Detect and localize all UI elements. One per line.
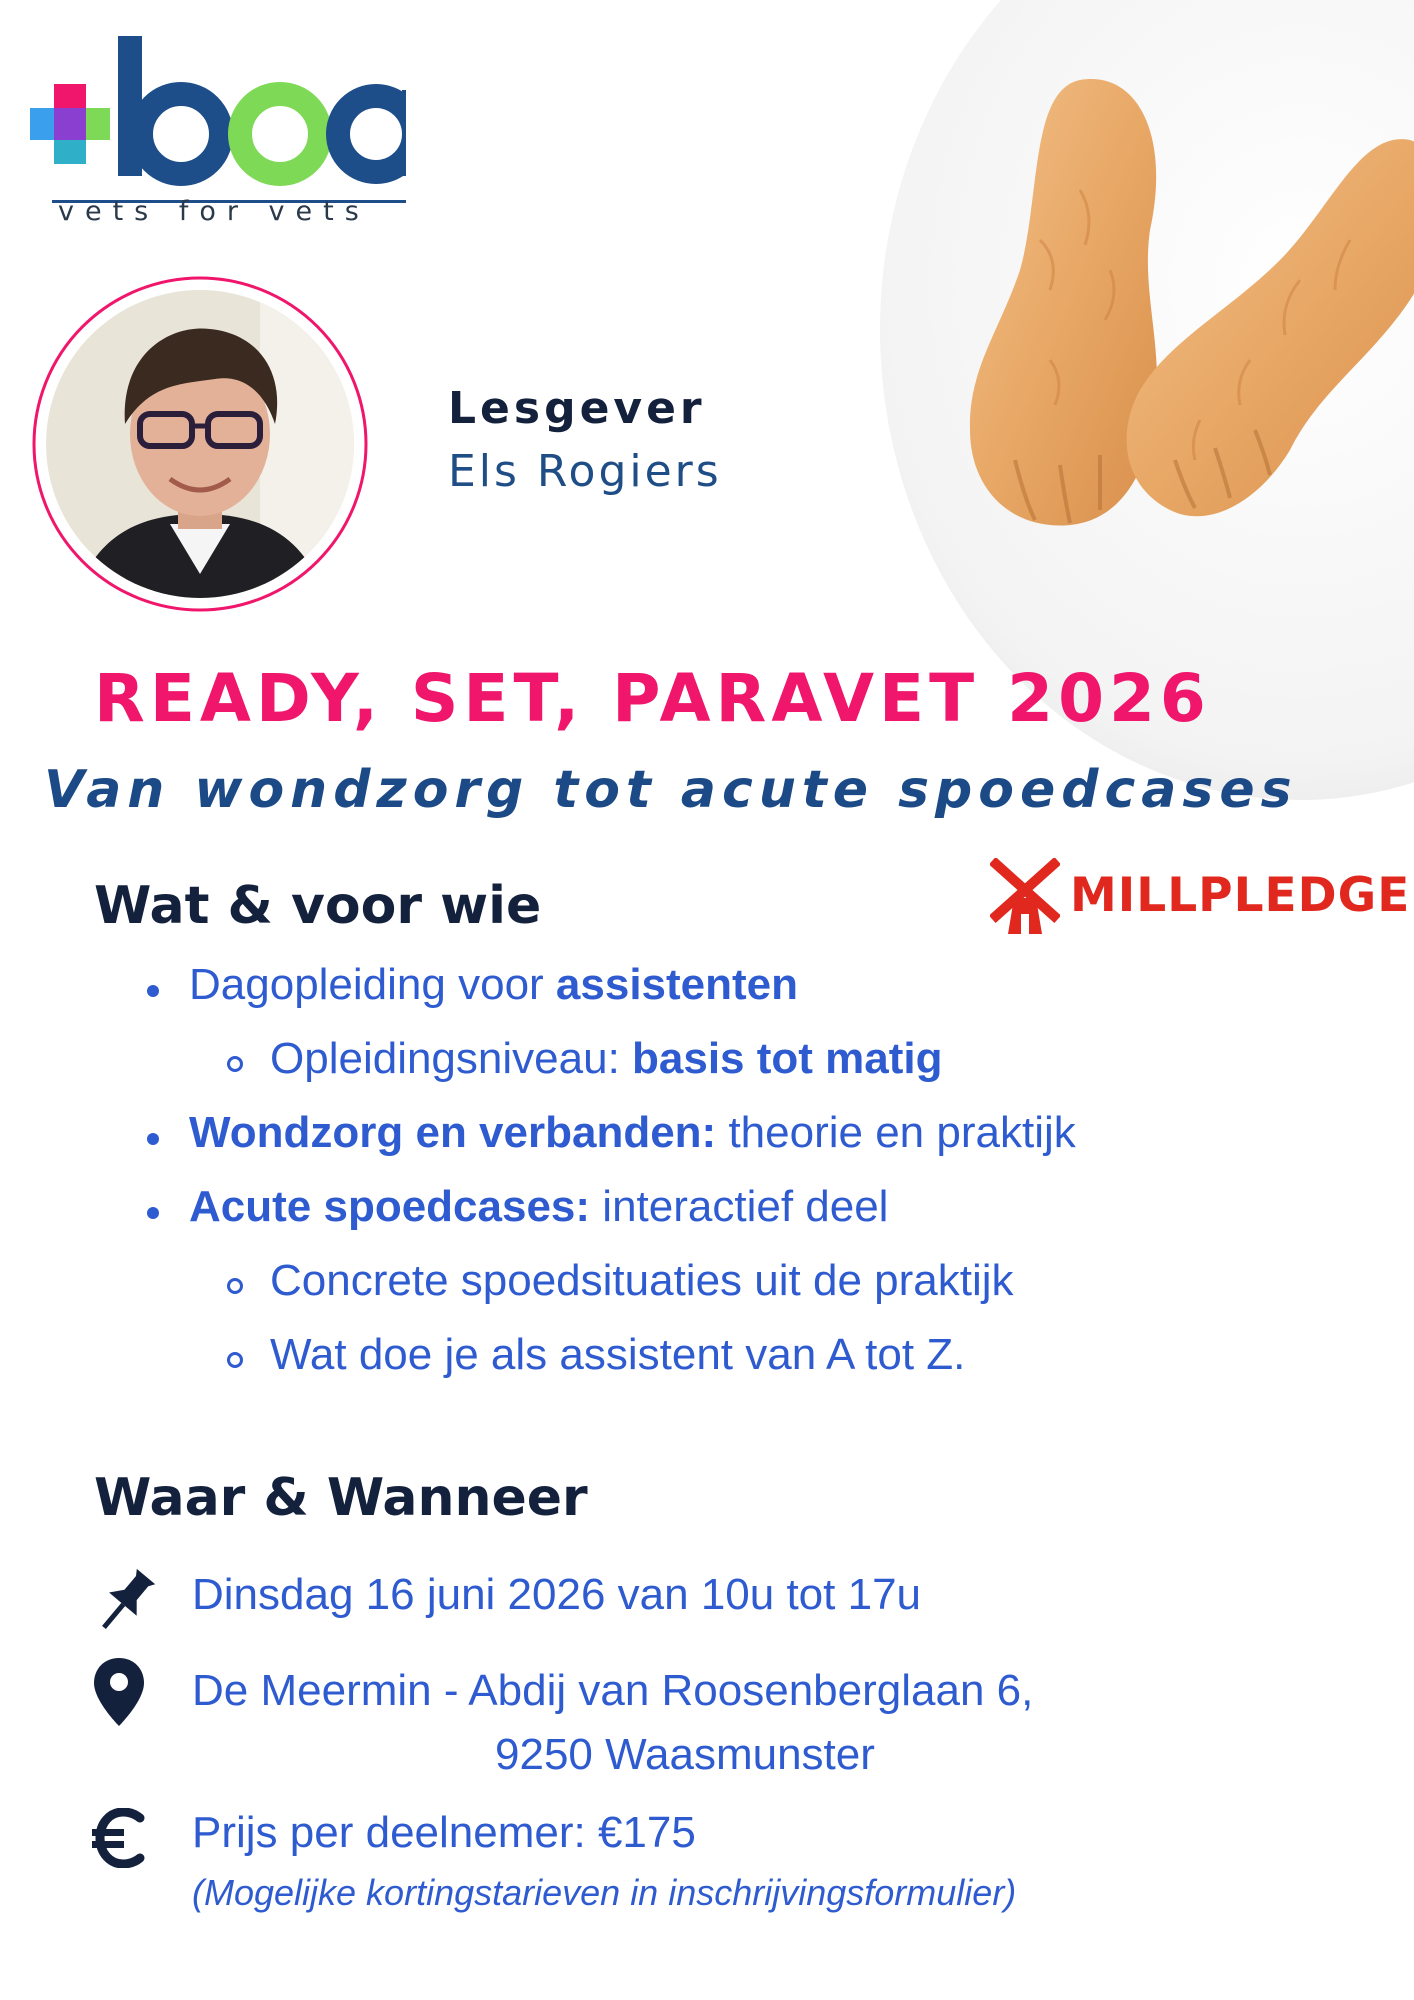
bullet-disc (147, 1207, 159, 1219)
instructor-name: Els Rogiers (448, 446, 722, 497)
bullet-disc (147, 985, 159, 997)
millpledge-windmill-icon (990, 858, 1060, 936)
course-subtitle: Van wondzorg tot acute spoedcases (44, 760, 1298, 820)
event-address-line1: De Meermin - Abdij van Roosenberglaan 6, (192, 1666, 1034, 1715)
list-item: Wondzorg en verbanden: theorie en praktijk (189, 1108, 1076, 1157)
event-price: Prijs per deelnemer: €175 (192, 1808, 696, 1857)
bullet-ring (227, 1278, 243, 1294)
instructor-label: Lesgever (448, 383, 706, 434)
list-item: Opleidingsniveau: basis tot matig (270, 1034, 943, 1083)
price-note: (Mogelijke kortingstarieven in inschrijvingsformulier) (192, 1872, 1017, 1913)
euro-icon (90, 1808, 148, 1868)
list-item: Concrete spoedsituaties uit de praktijk (270, 1256, 1014, 1305)
list-item: Acute spoedcases: interactief deel (189, 1182, 889, 1231)
bullet-ring (227, 1056, 243, 1072)
section-heading-what: Wat & voor wie (94, 876, 542, 936)
instructor-photo (30, 274, 370, 614)
event-address-line2: 9250 Waasmunster (495, 1730, 875, 1779)
sponsor-name: MILLPLEDGE (1070, 868, 1411, 923)
pin-icon (96, 1566, 160, 1638)
event-date: Dinsdag 16 juni 2026 van 10u tot 17u (192, 1570, 922, 1619)
section-heading-where: Waar & Wanneer (94, 1468, 588, 1528)
bullet-ring (227, 1352, 243, 1368)
list-item: Wat doe je als assistent van A tot Z. (270, 1330, 966, 1379)
logo-tagline: vets for vets (58, 196, 370, 227)
bullet-disc (147, 1133, 159, 1145)
list-item: Dagopleiding voor assistenten (189, 960, 799, 1009)
course-title: READY, SET, PARAVET 2026 (94, 660, 1211, 737)
location-icon (92, 1656, 146, 1728)
